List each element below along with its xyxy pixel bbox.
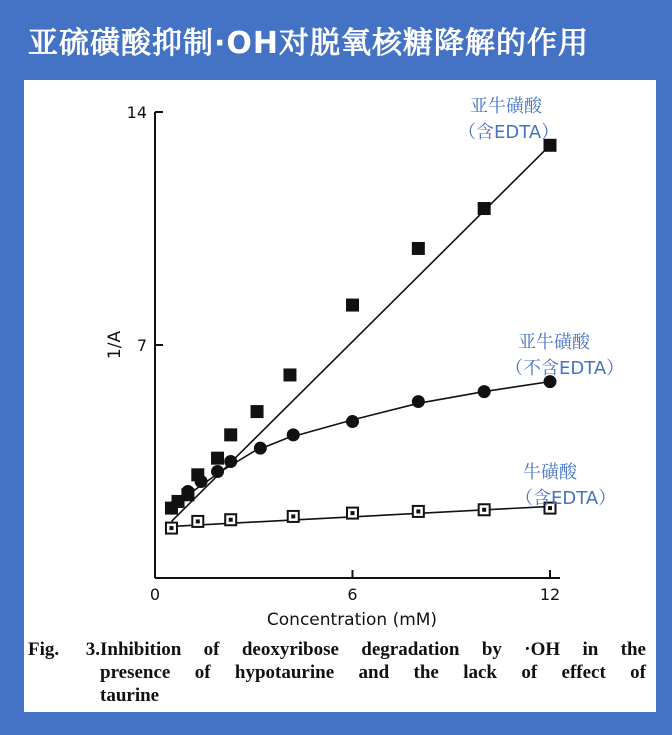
x-axis-label: Concentration (mM) [266,610,438,630]
x-tick-label: 6 [347,585,358,604]
series-2-point [478,385,491,398]
series-3-point [413,506,424,517]
series-2-point [224,455,237,468]
series-1-point [283,368,296,381]
series-3-point [288,511,299,522]
series-3-point [166,523,177,534]
series-3-point [479,504,490,515]
y-tick-label: 14 [126,103,147,122]
series-2-point [287,428,300,441]
caption-line-2: presence of hypotaurine and the lack of effect of [100,662,646,683]
y-axis-label: 1/A [105,330,125,360]
series-2-point [346,415,359,428]
caption-fig-number: Fig. 3. [28,639,100,660]
series1-label-line2: （含EDTA） [458,122,560,143]
series-2-point [412,395,425,408]
caption-line-3: taurine [100,685,160,706]
slide-title: 亚硫磺酸抑制·OH对脱氧核糖降解的作用 [28,26,590,61]
series-3-point [347,508,358,519]
series-1-point [478,202,491,215]
series-1-point [224,428,237,441]
series-2-point [211,465,224,478]
x-tick-label: 12 [539,585,561,604]
series-1-point [211,452,224,465]
series-3-point [225,514,236,525]
series-2-fit-line [172,382,551,512]
series-3-point [192,516,203,527]
series3-label-line1: 牛磺酸 [523,462,577,483]
series-2-point [181,485,194,498]
series2-label-line2: （不含EDTA） [505,358,625,379]
series-1-point [346,299,359,312]
series1-label-line1: 亚牛磺酸 [470,96,542,117]
x-tick-label: 0 [149,585,161,604]
y-tick-label: 7 [136,336,147,355]
series3-label-line2: （含EDTA） [515,488,617,509]
series-1-point [412,242,425,255]
figure-caption [28,638,646,707]
caption-line-1: Inhibition of deoxyribose degradation by ·OH in the [100,639,646,660]
series-2-point [254,442,267,455]
series-2-point [195,475,208,488]
series-1-point [251,405,264,418]
series-2-point [172,495,185,508]
series2-label-line1: 亚牛磺酸 [518,332,590,353]
